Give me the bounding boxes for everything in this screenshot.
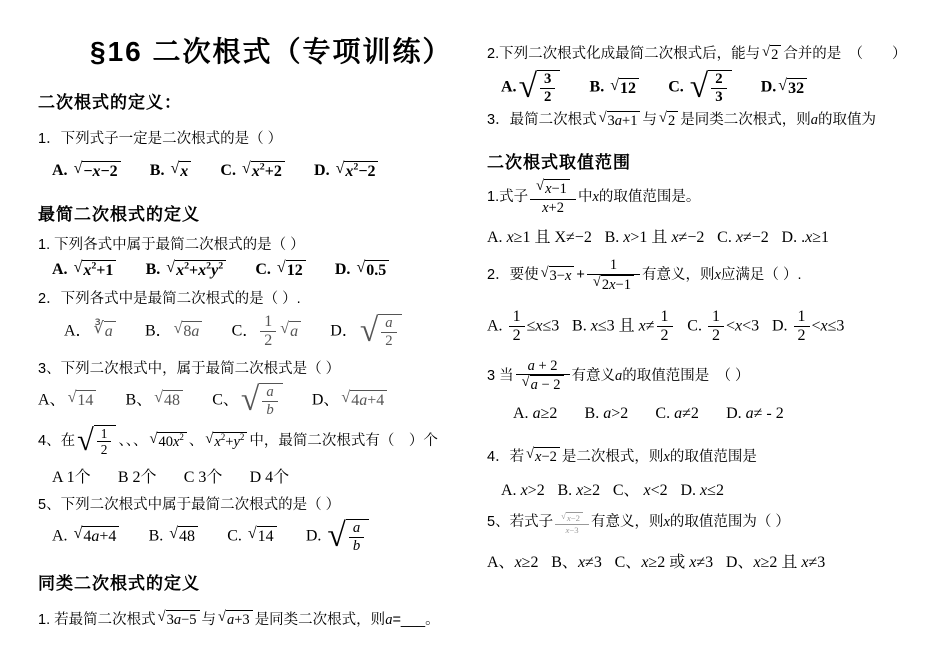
options-simplest-2: A． ∛ a B． √ 8a C． $\frac{1}{2}$ √ a D． √ $\frac{a}{2}$ [38,313,474,351]
question-range-1: 1.式子 √ x−1 x+2 中x的取值范围是。 [487,178,701,216]
question-simplest-3: 3、下列二次根式中，属于最简二次根式是（ ） [38,360,341,377]
section-heading-simplest: 最简二次根式的定义 [38,205,200,225]
question-range-5: 5、若式子 √ x−2 x−3 有意义，则x的取值范围为（ ） [487,511,790,536]
question-like-1: 1. 若最简二次根式 √ 3a−5 与 √ a+3 是同类二次根式，则a=___。 [38,609,440,629]
question-simplest-2: 2．下列各式中是最简二次根式的是（ ）. [38,290,301,307]
right-column [487,0,947,572]
options-simplest-5: A. √ 4a+4 B. √ 48 C. √ 14 D. √ $\frac{a}{b}$ [38,519,474,555]
page-title: §16 二次根式（专项训练） [90,36,453,67]
options-range-1: A. x≥1 且 X≠−2 B. x>1 且 x≠−2 C. x≠−2 D. .x≥1 [487,229,829,247]
options-simplest-3: A、 √ 14 B、 √ 48 C、 √ $\frac{a}{b}$ D、 √ 4a+4 [38,383,474,419]
question-simplest-5: 5、下列二次根式中属于最简二次根式的是（ ） [38,496,341,513]
question-range-4: 4．若 √ x−2 是二次根式，则x的取值范围是 [487,446,757,466]
question-simplest-4: 4、在 √ $\frac{1}{2}$ 、、、 √ $40x^2$ 、 √ $x^2+y^2$ 中，最简二次根式有（ ）个 [38,422,438,458]
options-range-4: A. x>2 B. x≥2 C、 x<2 D. x≤2 [501,481,724,499]
question-like-2: 2.下列二次根式化成最简二次根式后，能与 √ 2 合并的是 （ ） [487,43,907,63]
left-column [38,0,474,630]
options-def-1: A. √ −x−2 B. √ x C. √ $x^2+2$ D. √ $x^2-2$ [38,161,474,182]
options-simplest-4: A 1个 B 2个 C 3个 D 4个 [52,468,290,486]
options-range-3: A. a≥2 B. a>2 C. a≠2 D. a≠ - 2 [513,404,784,422]
question-range-2: 2．要使 √ 3−x + 1 √ 2x−1 有意义，则x应满足（ ）. [487,257,802,293]
options-simplest-1: A. √ $x^2+1$ B. √ $x^2+x^2y^2$ C. √ 12 D. √ 0.5 [38,260,474,281]
question-range-3: 3 当 a + 2 √ a − 2 有意义a的取值范围是 （ ） [487,357,750,394]
section-heading-value-range: 二次根式取值范围 [487,153,631,173]
options-range-2: A. $\frac{1}{2}$ ≤x≤3 B. x≤3 且 x≠ $\frac{1}{2}$ C. $\frac{1}{2}$ <x<3 D. $\frac{1}{2}$ <x≤3 [487,308,845,345]
question-def-1: 1．下列式子一定是二次根式的是（ ） [38,131,283,147]
question-like-3: 3．最简二次根式 √ 3a+1 与 √ 2 是同类二次根式，则a的取值为 [487,109,876,129]
section-heading-like-terms: 同类二次根式的定义 [38,573,200,593]
options-range-5: A、x≥2 B、x≠3 C、x≥2 或 x≠3 D、x≥2 且 x≠3 [487,554,826,572]
section-heading-definition: 二次根式的定义： [38,93,182,112]
options-like-2: A. √ $\frac{3}{2}$ B. √ 12 C. √ $\frac{2}{3}$ D. √ 32 [487,70,947,106]
question-simplest-1: 1. 下列各式中属于最简二次根式的是（ ） [38,237,305,254]
